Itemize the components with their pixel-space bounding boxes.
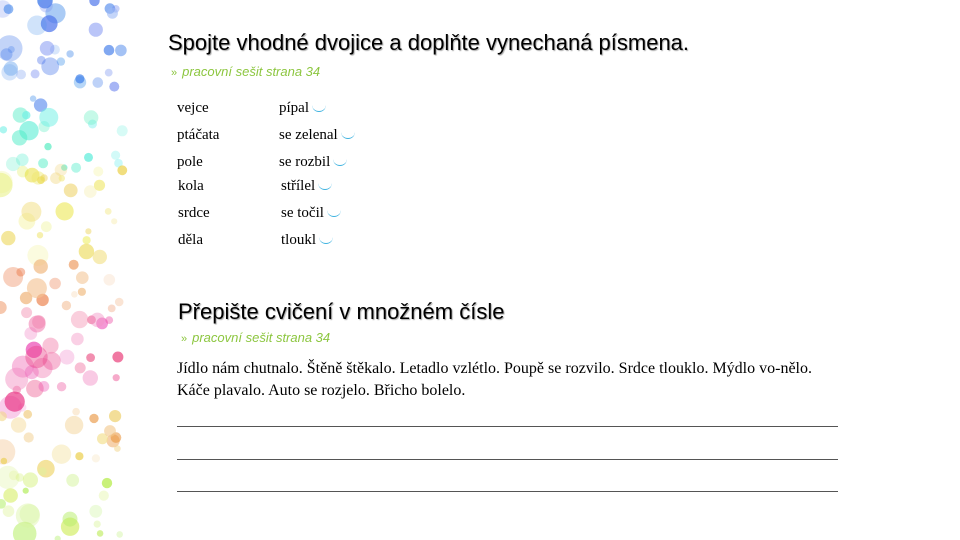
left-word-6: děla [178,232,203,248]
bokeh-circle [3,267,23,287]
bokeh-circle [0,35,23,61]
section1-reference-text: pracovní sešit strana 34 [182,64,321,79]
blank-field[interactable] [319,237,333,244]
bokeh-circle [59,175,65,181]
bokeh-circle [75,452,83,460]
bokeh-circle [1,231,15,245]
writing-line-1[interactable] [177,426,838,427]
bokeh-circle [79,244,94,259]
bokeh-circle [108,305,116,313]
bokeh-circle [117,125,128,136]
bokeh-circle [99,491,109,501]
section1-title: Spojte vhodné dvojice a doplňte vynechaná písmena. [168,30,690,55]
bokeh-circle [109,82,119,92]
bokeh-circle [31,69,40,78]
bokeh-circle [84,185,97,198]
bokeh-circle [37,176,45,184]
bokeh-circle [89,414,98,423]
left-word-2: ptáčata [177,127,220,143]
right-word-text: se rozbil [279,154,331,170]
chevron-right-icon: » [171,67,178,79]
bokeh-circle [44,143,51,150]
bokeh-circle [37,232,43,238]
blank-field[interactable] [318,183,332,190]
bokeh-circle [116,531,123,538]
left-word-5: srdce [178,205,210,221]
bokeh-circle [113,374,120,381]
bokeh-circle [3,505,15,517]
bokeh-circle [39,381,50,392]
writing-line-2[interactable] [177,459,838,460]
bokeh-circle [38,467,46,475]
bokeh-circle [104,425,116,437]
right-word-5 [281,205,341,222]
bokeh-circle [71,291,78,298]
bokeh-circle [111,151,120,160]
bokeh-circle [0,126,7,133]
right-word-6 [281,232,333,249]
bokeh-circle [115,45,127,57]
bokeh-circle [89,0,99,6]
bokeh-circle [23,410,32,419]
bokeh-circle [21,202,41,222]
right-word-text: tloukl [281,232,317,248]
bokeh-circle [71,311,88,328]
bokeh-circle [41,221,52,232]
bokeh-circle [55,536,61,540]
section2-reference-text: pracovní sešit strana 34 [192,330,331,345]
bokeh-circle [97,530,104,537]
bokeh-circle [105,316,113,324]
bokeh-circle [39,108,58,127]
bokeh-circle [89,505,102,518]
bokeh-circle [59,350,74,365]
bokeh-circle [4,61,18,75]
bokeh-circle [112,352,123,363]
bokeh-circle [49,278,61,290]
right-word-3 [279,154,347,171]
bokeh-circle [63,512,78,527]
chevron-right-icon: » [181,333,188,345]
right-word-text: se točil [281,205,324,221]
bokeh-circle [66,50,73,57]
bokeh-circle [23,488,29,494]
bokeh-circle [86,353,95,362]
bokeh-circle [83,370,98,385]
bokeh-circle [90,313,105,328]
blank-field[interactable] [312,105,326,112]
bokeh-circle [75,362,86,373]
bokeh-circle [56,202,74,220]
bokeh-circle [117,165,127,175]
bokeh-circle [76,271,89,284]
bokeh-circle [84,110,99,125]
bokeh-circle [22,111,30,119]
bokeh-circle [25,346,47,368]
blank-field[interactable] [341,132,355,139]
section2-reference [181,330,330,345]
bokeh-circle [109,410,121,422]
bokeh-circle [104,45,115,56]
bokeh-circle [65,416,83,434]
bokeh-circle [62,301,71,310]
bokeh-circle [105,69,113,77]
bokeh-circle [78,288,86,296]
bokeh-circle [83,236,91,244]
bokeh-circle [64,184,78,198]
bokeh-circle [114,445,121,452]
bokeh-circle [57,382,66,391]
bokeh-circle [71,163,81,173]
bokeh-circle [11,417,26,432]
bokeh-circle [93,167,103,177]
bokeh-circle [72,408,80,416]
exercise-text: Jídlo nám chutnalo. Štěně štěkalo. Letadlo vzlétlo. Poupě se rozvilo. Srdce tlouklo. Mýdlo vo-nělo. Káče plavalo. Auto se rozjelo. Břicho bolelo. [177,360,812,399]
bokeh-circle [94,521,101,528]
bokeh-circle [105,208,112,215]
bokeh-circle [38,158,48,168]
bokeh-circle [41,57,59,75]
right-word-text: pípal [279,100,309,116]
right-word-text: se zelenal [279,127,338,143]
bokeh-circle [30,95,36,101]
left-word-1: vejce [177,100,209,116]
bokeh-circle [69,260,79,270]
right-word-text: střílel [281,178,316,194]
bokeh-circle [21,307,32,318]
bokeh-circle [115,298,124,307]
bokeh-circle [9,471,19,481]
right-word-2 [279,127,355,144]
bokeh-decoration [0,0,150,540]
bokeh-circle [3,488,18,503]
bokeh-circle [27,278,47,298]
bokeh-circle [24,327,37,340]
bokeh-circle [12,130,27,145]
right-word-1 [279,100,326,117]
bokeh-circle [89,23,103,37]
bokeh-circle [66,474,79,487]
bokeh-circle [111,218,117,224]
left-word-4: kola [178,178,204,194]
section1-reference [171,64,320,79]
bokeh-circle [40,41,55,56]
bokeh-circle [24,432,34,442]
bokeh-circle [5,392,25,412]
bokeh-circle [16,503,40,527]
bokeh-circle [23,472,38,487]
blank-field[interactable] [333,159,347,166]
bokeh-circle [75,74,84,83]
bokeh-circle [93,77,104,88]
bokeh-circle [85,228,91,234]
bokeh-circle [16,70,26,80]
bokeh-circle [104,274,116,286]
bokeh-circle [34,259,48,273]
bokeh-circle [0,301,7,314]
bokeh-circle [71,333,84,346]
bokeh-circle [52,445,71,464]
writing-line-3[interactable] [177,491,838,492]
blank-field[interactable] [327,210,341,217]
right-word-4 [281,178,332,195]
bokeh-circle [92,454,100,462]
bokeh-circle [107,8,118,19]
bokeh-circle [84,153,93,162]
section2-title: Přepište cvičení v množném čísle [178,299,505,324]
bokeh-circle [17,166,29,178]
bokeh-circle [1,458,8,465]
left-word-3: pole [177,154,203,170]
bokeh-circle [102,478,112,488]
bokeh-circle [4,4,14,14]
bokeh-circle [93,250,107,264]
bokeh-circle [27,15,47,35]
